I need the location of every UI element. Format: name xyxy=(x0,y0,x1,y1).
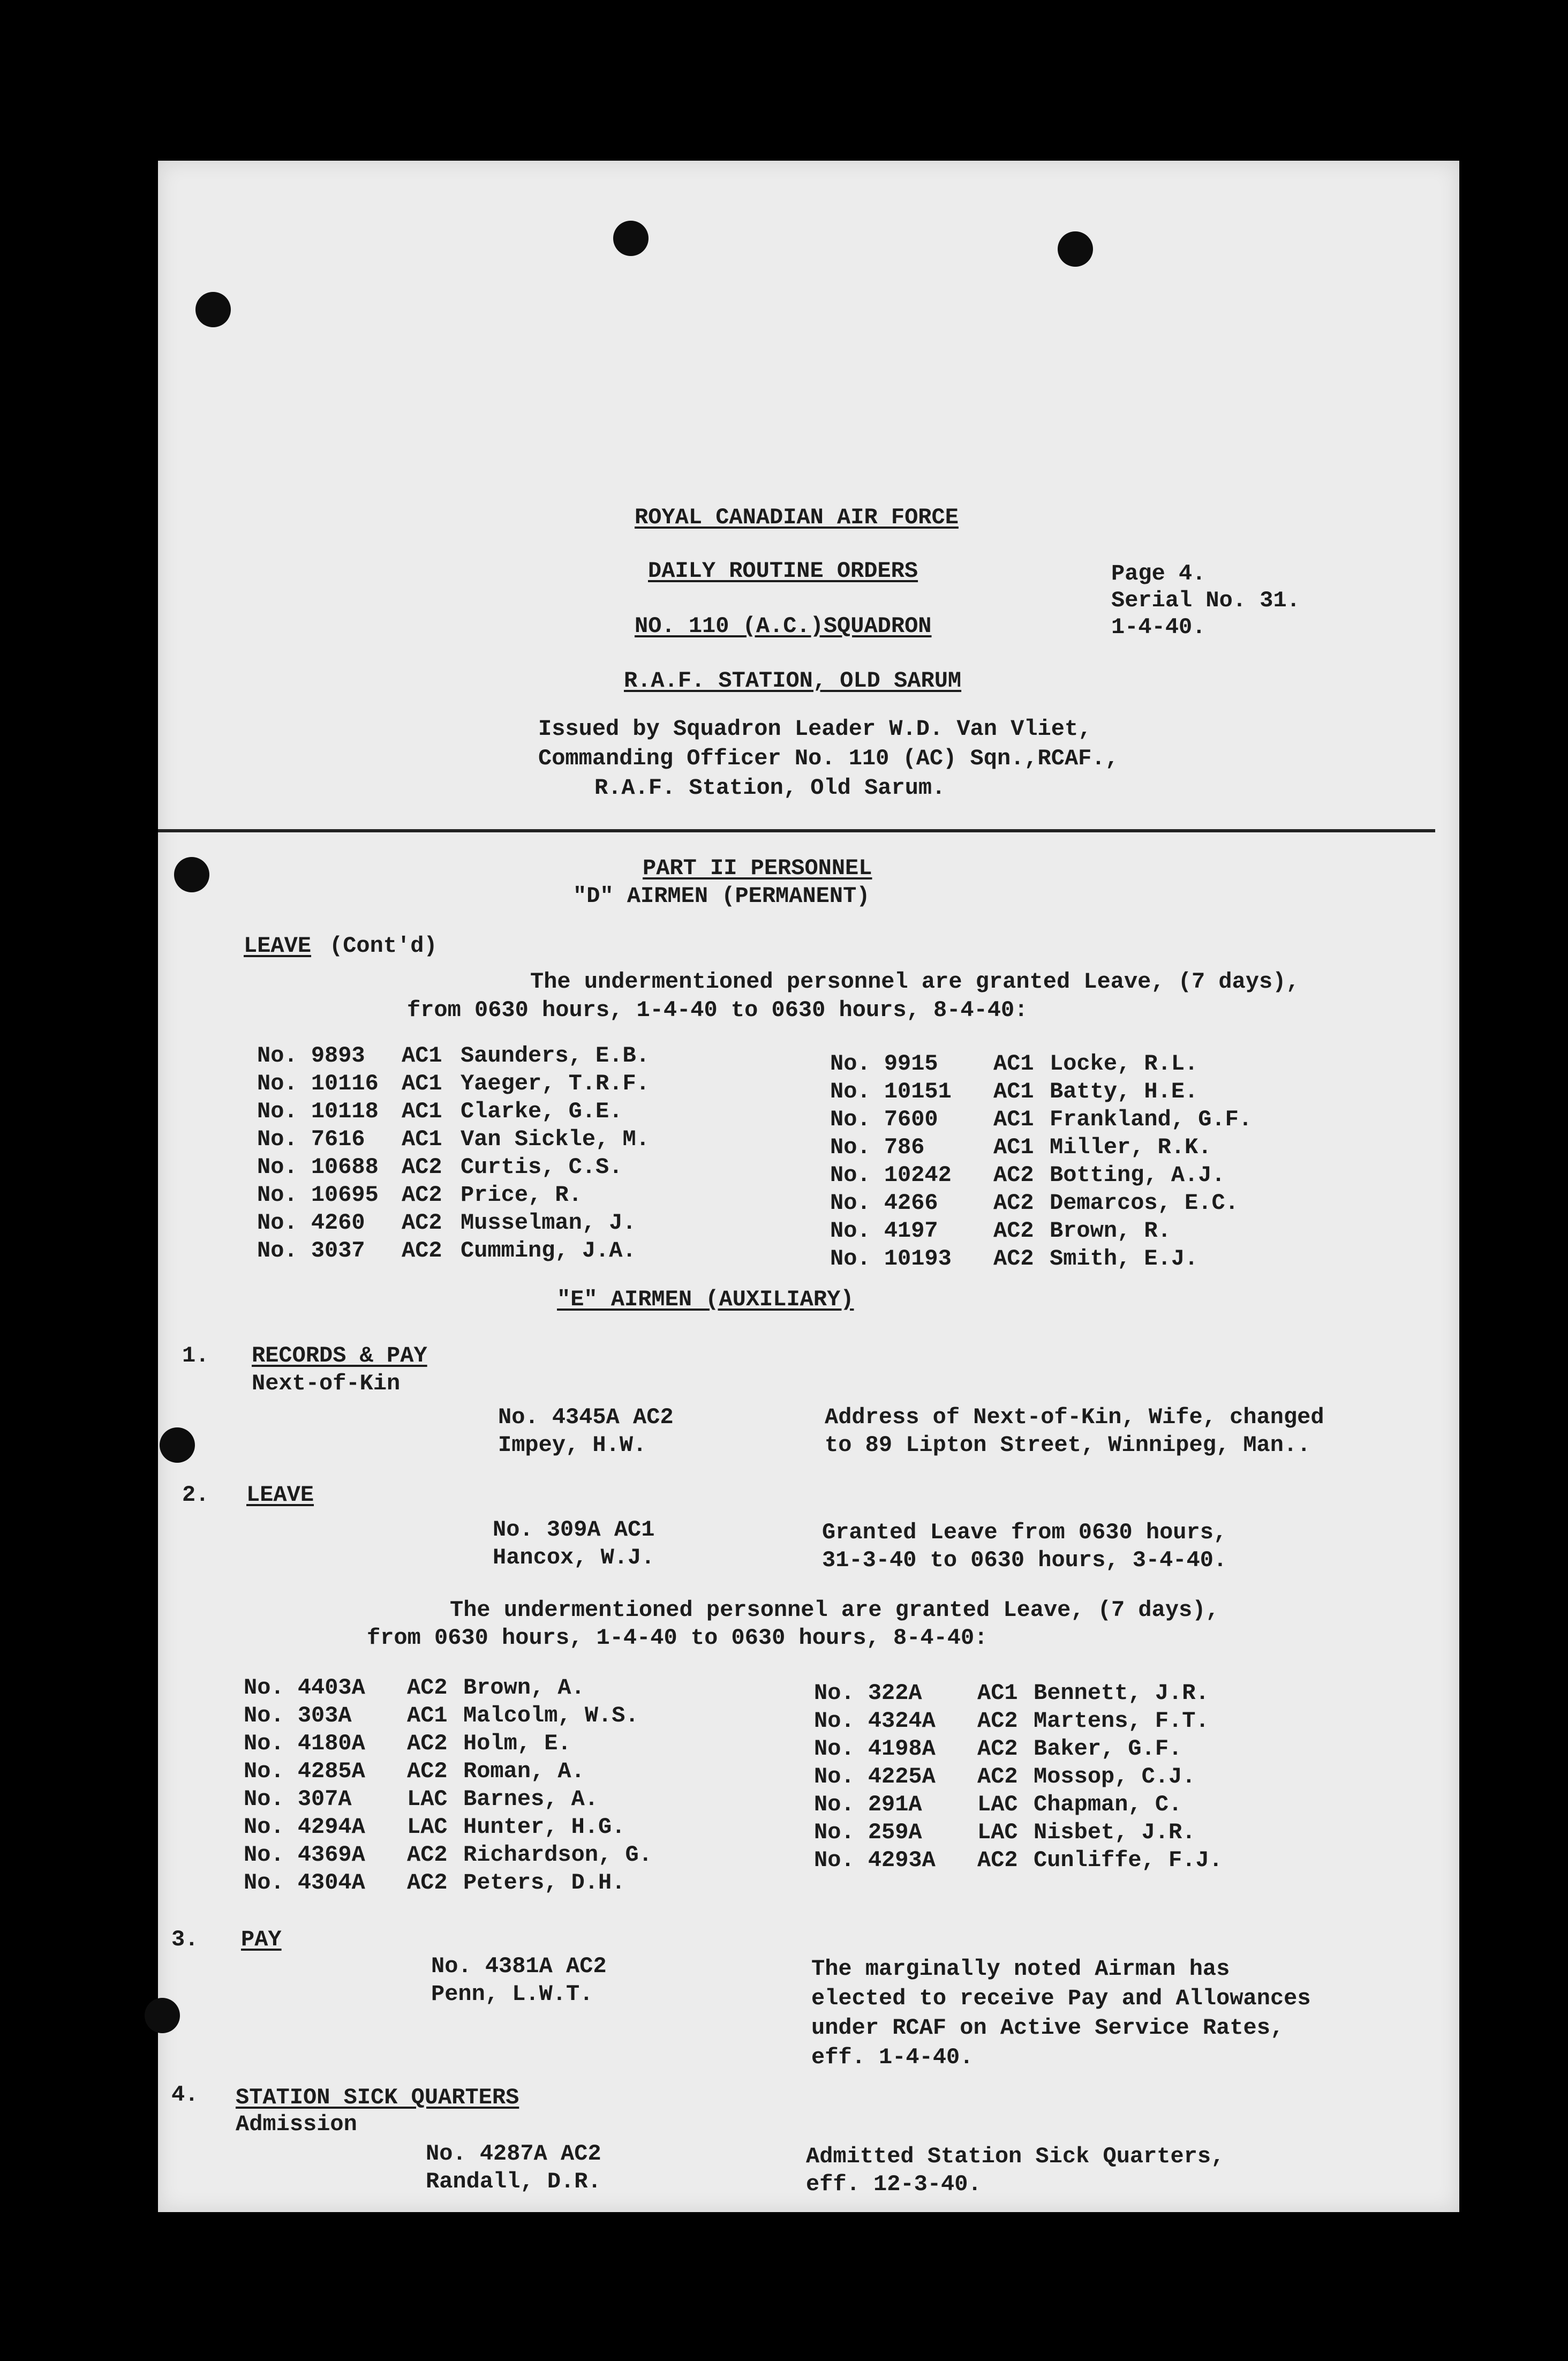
roster-rank: AC1 xyxy=(993,1051,1034,1077)
unit-title: NO. 110 (A.C.)SQUADRON xyxy=(635,613,932,639)
roster-name: Bennett, J.R. xyxy=(1034,1680,1209,1706)
section-1-person-1: No. 4345A AC2 xyxy=(498,1404,674,1430)
roster-name: Nisbet, J.R. xyxy=(1034,1819,1196,1845)
roster-no: No. 4304A xyxy=(244,1870,365,1896)
section-4-text-1: Admitted Station Sick Quarters, xyxy=(806,2144,1225,2169)
roster-no: No. 786 xyxy=(830,1134,925,1160)
roster-name: Clarke, G.E. xyxy=(461,1099,623,1124)
section-2-text-1: Granted Leave from 0630 hours, xyxy=(822,1520,1227,1545)
roster-name: Cunliffe, F.J. xyxy=(1034,1847,1223,1873)
section-2-intro-1: The undermentioned personnel are granted Leave, (7 days), xyxy=(450,1597,1219,1623)
roster-rank: AC2 xyxy=(402,1182,442,1208)
roster-name: Batty, H.E. xyxy=(1050,1079,1198,1104)
part-heading: PART II PERSONNEL xyxy=(643,855,872,881)
section-3-person-1: No. 4381A AC2 xyxy=(431,1953,607,1979)
doc-type-title: DAILY ROUTINE ORDERS xyxy=(648,558,918,584)
roster-name: Baker, G.F. xyxy=(1034,1736,1182,1762)
roster-rank: AC1 xyxy=(993,1079,1034,1104)
roster-name: Holm, E. xyxy=(463,1731,571,1756)
roster-name: Yaeger, T.R.F. xyxy=(461,1071,650,1096)
roster-name: Peters, D.H. xyxy=(463,1870,625,1896)
roster-name: Botting, A.J. xyxy=(1050,1162,1225,1188)
section-1-text-1: Address of Next-of-Kin, Wife, changed xyxy=(825,1404,1324,1430)
station-title: R.A.F. STATION, OLD SARUM xyxy=(624,668,962,694)
roster-no: No. 10688 xyxy=(257,1154,379,1180)
roster-rank: AC1 xyxy=(993,1134,1034,1160)
section-2-number: 2. xyxy=(182,1482,209,1508)
roster-no: No. 4285A xyxy=(244,1758,365,1784)
section-3-title: PAY xyxy=(241,1927,282,1952)
roster-name: Cumming, J.A. xyxy=(461,1238,636,1264)
roster-no: No. 4294A xyxy=(244,1814,365,1840)
roster-no: No. 7600 xyxy=(830,1107,938,1132)
issue-date: 1-4-40. xyxy=(1111,614,1206,640)
d-airmen-heading: "D" AIRMEN (PERMANENT) xyxy=(573,883,870,909)
section-4-title: STATION SICK QUARTERS xyxy=(236,2085,519,2110)
roster-name: Locke, R.L. xyxy=(1050,1051,1198,1077)
roster-rank: AC1 xyxy=(402,1071,442,1096)
roster-rank: AC2 xyxy=(407,1675,448,1701)
roster-no: No. 10242 xyxy=(830,1162,952,1188)
roster-no: No. 291A xyxy=(814,1792,922,1817)
roster-no: No. 4180A xyxy=(244,1731,365,1756)
roster-rank: AC1 xyxy=(407,1703,448,1728)
roster-rank: LAC xyxy=(977,1819,1018,1845)
roster-rank: LAC xyxy=(407,1786,448,1812)
section-2-person-1: No. 309A AC1 xyxy=(493,1517,655,1543)
roster-no: No. 4197 xyxy=(830,1218,938,1244)
roster-rank: AC2 xyxy=(993,1218,1034,1244)
roster-no: No. 307A xyxy=(244,1786,352,1812)
roster-name: Demarcos, E.C. xyxy=(1050,1190,1239,1216)
section-3-text-4: eff. 1-4-40. xyxy=(811,2044,974,2070)
roster-rank: AC2 xyxy=(407,1842,448,1868)
section-4-text-2: eff. 12-3-40. xyxy=(806,2171,982,2197)
roster-rank: AC2 xyxy=(977,1764,1018,1789)
punch-hole-mid-left-1 xyxy=(174,857,209,892)
roster-no: No. 4266 xyxy=(830,1190,938,1216)
roster-rank: AC1 xyxy=(402,1099,442,1124)
roster-no: No. 4260 xyxy=(257,1210,365,1236)
roster-rank: LAC xyxy=(407,1814,448,1840)
roster-no: No. 4324A xyxy=(814,1708,936,1734)
roster-no: No. 4369A xyxy=(244,1842,365,1868)
roster-no: No. 7616 xyxy=(257,1126,365,1152)
roster-name: Miller, R.K. xyxy=(1050,1134,1212,1160)
roster-rank: AC2 xyxy=(977,1847,1018,1873)
punch-hole-mid-left-2 xyxy=(160,1427,195,1463)
roster-name: Curtis, C.S. xyxy=(461,1154,623,1180)
roster-no: No. 10118 xyxy=(257,1099,379,1124)
roster-rank: AC2 xyxy=(407,1870,448,1896)
roster-rank: AC2 xyxy=(402,1238,442,1264)
section-1-text-2: to 89 Lipton Street, Winnipeg, Man.. xyxy=(825,1432,1311,1458)
roster-rank: AC1 xyxy=(402,1126,442,1152)
roster-name: Roman, A. xyxy=(463,1758,585,1784)
roster-no: No. 322A xyxy=(814,1680,922,1706)
header-divider xyxy=(158,829,1435,832)
roster-no: No. 4403A xyxy=(244,1675,365,1701)
roster-no: No. 4225A xyxy=(814,1764,936,1789)
roster-name: Price, R. xyxy=(461,1182,582,1208)
roster-name: Barnes, A. xyxy=(463,1786,599,1812)
section-3-text-2: elected to receive Pay and Allowances xyxy=(811,1986,1311,2011)
roster-name: Smith, E.J. xyxy=(1050,1246,1198,1272)
roster-name: Van Sickle, M. xyxy=(461,1126,650,1152)
issued-by-line-1: Issued by Squadron Leader W.D. Van Vliet, xyxy=(538,716,1092,742)
punch-hole-top-center xyxy=(613,221,649,256)
section-3-text-1: The marginally noted Airman has xyxy=(811,1956,1230,1982)
page-number: Page 4. xyxy=(1111,561,1206,587)
roster-rank: AC2 xyxy=(993,1246,1034,1272)
roster-name: Brown, R. xyxy=(1050,1218,1171,1244)
section-4-person-1: No. 4287A AC2 xyxy=(426,2141,601,2167)
roster-name: Hunter, H.G. xyxy=(463,1814,625,1840)
d-leave-title-suffix: (Cont'd) xyxy=(329,933,438,959)
roster-name: Martens, F.T. xyxy=(1034,1708,1209,1734)
section-3-text-3: under RCAF on Active Service Rates, xyxy=(811,2015,1284,2041)
roster-rank: AC1 xyxy=(977,1680,1018,1706)
roster-no: No. 9915 xyxy=(830,1051,938,1077)
d-leave-intro-2: from 0630 hours, 1-4-40 to 0630 hours, 8-4-40: xyxy=(407,997,1028,1023)
section-1-person-2: Impey, H.W. xyxy=(498,1432,647,1458)
issued-by-line-2: Commanding Officer No. 110 (AC) Sqn.,RCAF., xyxy=(538,746,1119,771)
roster-name: Musselman, J. xyxy=(461,1210,636,1236)
roster-no: No. 10151 xyxy=(830,1079,952,1104)
roster-rank: LAC xyxy=(977,1792,1018,1817)
roster-name: Malcolm, W.S. xyxy=(463,1703,639,1728)
section-4-person-2: Randall, D.R. xyxy=(426,2169,601,2194)
section-4-subtitle: Admission xyxy=(236,2111,357,2137)
section-2-text-2: 31-3-40 to 0630 hours, 3-4-40. xyxy=(822,1547,1227,1573)
section-3-person-2: Penn, L.W.T. xyxy=(431,1981,593,2007)
roster-no: No. 259A xyxy=(814,1819,922,1845)
punch-hole-lower-left xyxy=(145,1998,180,2033)
roster-rank: AC1 xyxy=(402,1043,442,1069)
roster-name: Richardson, G. xyxy=(463,1842,652,1868)
section-2-intro-2: from 0630 hours, 1-4-40 to 0630 hours, 8-4-40: xyxy=(367,1625,988,1651)
roster-rank: AC2 xyxy=(407,1731,448,1756)
issued-by-line-3: R.A.F. Station, Old Sarum. xyxy=(594,775,946,801)
roster-no: No. 3037 xyxy=(257,1238,365,1264)
e-airmen-heading: "E" AIRMEN (AUXILIARY) xyxy=(557,1287,854,1312)
roster-no: No. 303A xyxy=(244,1703,352,1728)
section-3-number: 3. xyxy=(171,1927,199,1952)
section-2-person-2: Hancox, W.J. xyxy=(493,1545,655,1570)
roster-rank: AC2 xyxy=(993,1190,1034,1216)
section-1-title: RECORDS & PAY xyxy=(252,1343,427,1369)
punch-hole-top-right xyxy=(1058,231,1093,267)
section-2-title: LEAVE xyxy=(246,1482,314,1508)
roster-name: Saunders, E.B. xyxy=(461,1043,650,1069)
section-1-subtitle: Next-of-Kin xyxy=(252,1371,401,1396)
serial-number: Serial No. 31. xyxy=(1111,588,1300,613)
roster-rank: AC1 xyxy=(993,1107,1034,1132)
roster-rank: AC2 xyxy=(977,1708,1018,1734)
roster-name: Brown, A. xyxy=(463,1675,585,1701)
roster-no: No. 9893 xyxy=(257,1043,365,1069)
roster-no: No. 10193 xyxy=(830,1246,952,1272)
roster-no: No. 4198A xyxy=(814,1736,936,1762)
roster-rank: AC2 xyxy=(407,1758,448,1784)
roster-no: No. 10695 xyxy=(257,1182,379,1208)
roster-no: No. 4293A xyxy=(814,1847,936,1873)
roster-rank: AC2 xyxy=(402,1154,442,1180)
roster-rank: AC2 xyxy=(993,1162,1034,1188)
roster-name: Frankland, G.F. xyxy=(1050,1107,1253,1132)
roster-name: Mossop, C.J. xyxy=(1034,1764,1196,1789)
roster-name: Chapman, C. xyxy=(1034,1792,1182,1817)
roster-rank: AC2 xyxy=(977,1736,1018,1762)
d-leave-title: LEAVE xyxy=(244,933,312,959)
roster-no: No. 10116 xyxy=(257,1071,379,1096)
section-4-number: 4. xyxy=(171,2082,199,2108)
roster-rank: AC2 xyxy=(402,1210,442,1236)
punch-hole-top-left xyxy=(195,292,231,327)
section-1-number: 1. xyxy=(182,1343,209,1369)
org-title: ROYAL CANADIAN AIR FORCE xyxy=(635,505,959,530)
d-leave-intro-1: The undermentioned personnel are granted Leave, (7 days), xyxy=(530,969,1300,995)
